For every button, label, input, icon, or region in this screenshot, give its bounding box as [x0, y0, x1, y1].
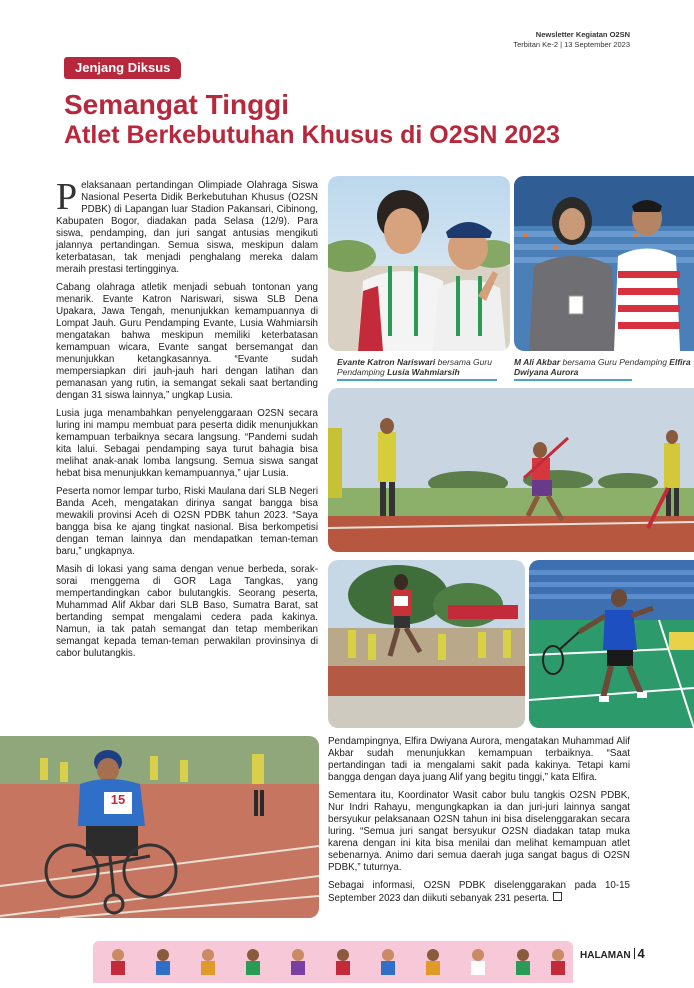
photo-evante-and-teacher [328, 176, 510, 351]
article-column-right [328, 736, 630, 911]
page-label: HALAMAN [580, 950, 631, 961]
section-tag: Jenjang Diksus [64, 57, 181, 79]
photo-wheelchair-racer [0, 736, 319, 918]
race-bib-number: 15 [110, 792, 126, 807]
paragraph-1 [56, 176, 318, 276]
newsletter-name: Newsletter Kegiatan O2SN [535, 30, 630, 39]
paragraph-8-text: Sebagai informasi, O2SN PDBK diselenggarakan pada 10-15 September 2023 dan diikuti sebanyak 231 peserta. [328, 880, 630, 904]
caption-ali-akbar-name: M Ali Akbar [514, 357, 561, 367]
end-mark-icon [553, 892, 562, 901]
edition-info: Terbitan Ke-2 | 13 September 2023 [513, 40, 630, 49]
caption-evante-name: Evante Katron Nariswari [337, 357, 436, 367]
page-number [580, 946, 645, 961]
newsletter-header [513, 30, 630, 50]
paragraph-7: Sementara itu, Koordinator Wasit cabor bulu tangkis O2SN PDBK, Nur Indri Rahayu, mengungkapkan ia dan juri-juri lainnya sangat bersyukur pelaksanaan O2SN tahun ini bisa diselenggarakan secara luring. “Semua juri sangat bersyukur O2SN diadakan tatap muka karena dengan ini kita bisa menilai dan melihat kemampuan atlet sebenarnya. Animo dari semua daerah juga sangat bagus di O2SN PDBK,” tuturnya. [328, 790, 630, 873]
title-line-1: Semangat Tinggi [64, 89, 290, 120]
photo-javelin-throw [328, 388, 694, 552]
footer-illustration-strip [93, 941, 573, 983]
paragraph-5: Masih di lokasi yang sama dengan venue berbeda, sorak-sorai menggema di GOR Laga Tangkas, yang mempertandingkan cabor bulutangkis. Seorang peserta, Muhammad Alif Akbar dari SLB Baso, Sumatra Barat, sat bertanding sempat mengalami cedera pada kakinya. Namun, ia tak patah semangat dan tetap memberikan semangat kepada teman-teman perwakilan provinsinya di cabor bulutangkis. [56, 564, 318, 659]
caption-evante-underline [337, 379, 497, 381]
photo-track-runner [328, 560, 525, 728]
caption-ali-akbar-mid: bersama Guru Pendamping [560, 357, 670, 367]
article-column-left [56, 176, 318, 666]
paragraph-8 [328, 880, 630, 905]
caption-evante-teacher: Lusia Wahmiarsih [387, 367, 460, 377]
page-number-value: 4 [637, 946, 645, 961]
paragraph-6: Pendampingnya, Elfira Dwiyana Aurora, mengatakan Muhammad Alif Akbar sudah menunjukkan kemampuan terbaiknya. “Saat pertandingan tadi ia mengalami sakit pada kakinya. Tetapi kami bangga dengan daya juang Alif yang begitu tinggi,” kata Elfira. [328, 736, 630, 783]
title-line-2: Atlet Berkebutuhan Khusus di O2SN 2023 [64, 121, 560, 149]
caption-ali-akbar-teacher: Elfira Dwiyana Aurora [514, 357, 691, 377]
paragraph-3: Lusia juga menambahkan penyelenggaraan O2SN secara luring ini mampu membuat para peserta didik menunjukkan kemampuan terbaiknya secara langsung. “Pandemi sudah kita lalui. Sebagai pendamping saya turut bahagia bisa melihat anak-anak lomba langsung. Semua siswa sangat hebat bisa menunjukkan kemampuannya,” ujar Lusia. [56, 408, 318, 479]
dropcap: P [56, 176, 78, 218]
paragraph-2: Cabang olahraga atletik menjadi sebuah tontonan yang menarik. Evante Katron Nariswari, siswa SLB Dena Upakara, Jawa Tengah, menunjukkan kemampuannya di Lompat Jauh. Guru Pendamping Evante, Lusia Wahmiarsih mengatakan bahwa meskipun memiliki keterbatasan kemampuan wicara, Evante sangat bersemangat dan menunjukkan ketangkasannya. “Evante sudah mempersiapkan diri jauh-jauh hari dengan latihan dan pemanasan yang rutin, ia semangat sekali saat bertanding dengan 31 siswa lainnya,” ungkap Lusia. [56, 282, 318, 401]
paragraph-1-text: elaksanaan pertandingan Olimpiade Olahraga Siswa Nasional Peserta Didik Berkebutuhan Khusus (O2SN PDBK) di Lapangan luar Stadion Pakansari, Cibinong, Kabupaten Bogor, diadakan pada Selasa (12/9). Para siswa, pendamping, dan juri sangat antusias mengikuti jalannya pertandingan. Semua siswa, meskipun dalam keterbatasan, tak menjadi penghalang mereka dalam meraih prestasi tertingginya. [56, 180, 318, 275]
caption-evante [337, 357, 507, 377]
caption-evante-mid: bersama Guru Pendamping [337, 357, 492, 377]
caption-ali-akbar [514, 357, 694, 377]
article-title [64, 90, 560, 150]
photo-ali-akbar-and-teacher [514, 176, 694, 351]
caption-ali-akbar-underline [514, 379, 632, 381]
photo-badminton-player [529, 560, 694, 728]
paragraph-4: Peserta nomor lempar turbo, Riski Maulana dari SLB Negeri Banda Aceh, mengatakan dirinya sangat bangga bisa mewakili provinsi Aceh di O2SN PDBK tahun 2023. “Saya bangga bisa ke ajang tingkat nasional. Bisa berkompetisi dengan teman lainnya dan mendapatkan teman-teman baru,” ungkapnya. [56, 486, 318, 557]
